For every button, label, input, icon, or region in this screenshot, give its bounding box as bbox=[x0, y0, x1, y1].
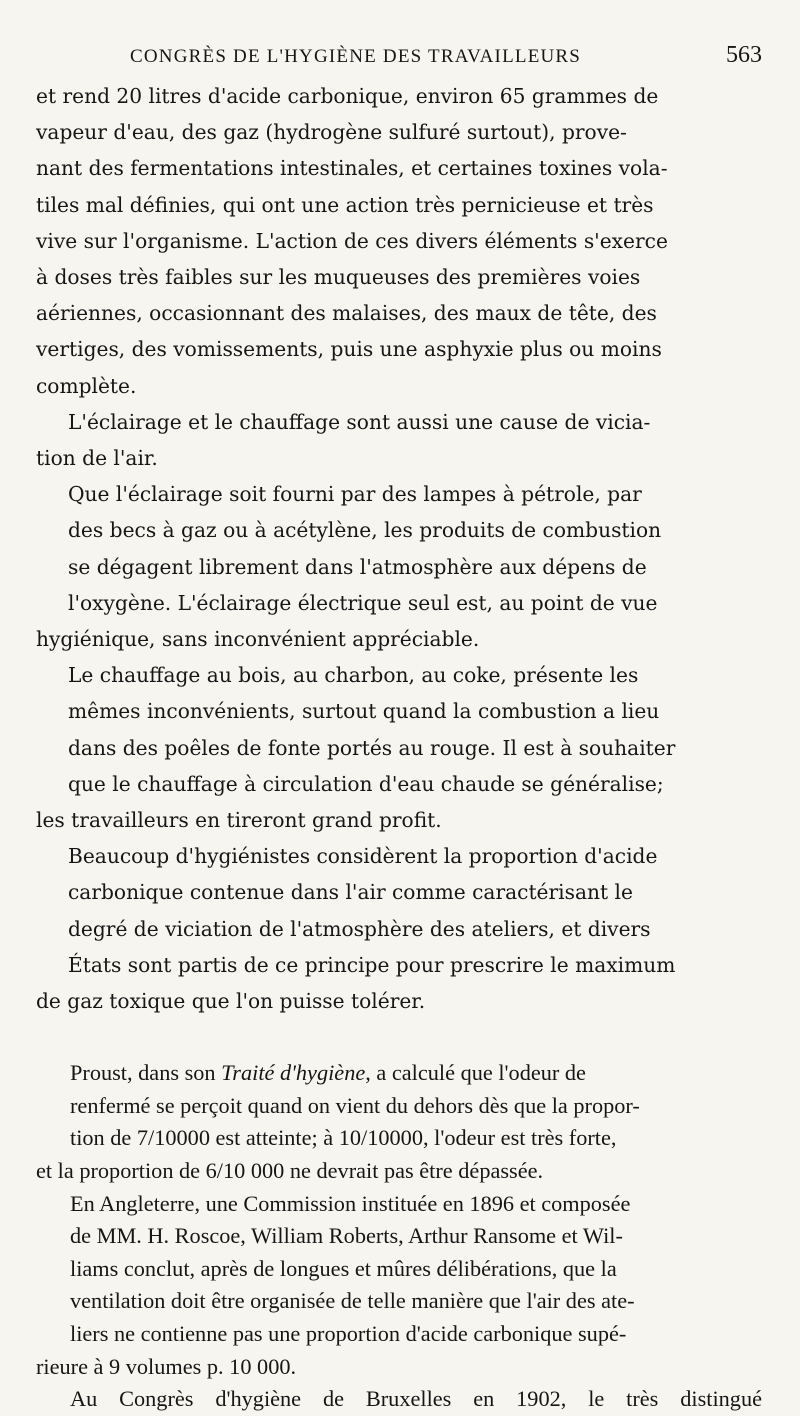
text-line: degré de viciation de l'atmosphère des ateliers, et divers bbox=[68, 916, 651, 941]
text-line: et rend 20 litres d'acide carbonique, environ 65 grammes de bbox=[36, 84, 659, 108]
text-line bbox=[36, 1057, 762, 1090]
text-line: Au Congrès d'hygiène de Bruxelles en 1902, le très distingué bbox=[70, 1386, 762, 1412]
text-line: liams conclut, après de longues et mûres délibérations, que la bbox=[70, 1255, 617, 1281]
paragraph bbox=[36, 838, 762, 1019]
text-line: vive sur l'organisme. L'action de ces divers éléments s'exerce bbox=[36, 228, 668, 253]
text-line: nant des fermentations intestinales, et certaines toxines vola- bbox=[36, 156, 668, 181]
text-line: que le chauffage à circulation d'eau chaude se généralise; bbox=[68, 771, 664, 796]
paragraph bbox=[36, 78, 762, 404]
text-line: et la proportion de 6/10 000 ne devrait pas être dépassée. bbox=[36, 1158, 544, 1184]
text-line: rieure à 9 volumes p. 10 000. bbox=[36, 1353, 297, 1379]
text-line: de MM. H. Roscoe, William Roberts, Arthur Ransome et Wil- bbox=[70, 1223, 623, 1249]
text-line: les travailleurs en tireront grand profit. bbox=[36, 808, 442, 833]
paragraph bbox=[36, 657, 762, 838]
text-line: Que l'éclairage soit fourni par des lampes à pétrole, par bbox=[68, 482, 642, 507]
text-line: En Angleterre, une Commission instituée en 1896 et composée bbox=[70, 1190, 631, 1216]
book-title: Traité d'hygiène bbox=[221, 1060, 366, 1086]
paragraph bbox=[36, 476, 762, 657]
text-line: des becs à gaz ou à acétylène, les produits de combustion bbox=[68, 518, 662, 543]
text-line: mêmes inconvénients, surtout quand la combustion a lieu bbox=[68, 699, 660, 724]
text-line: vapeur d'eau, des gaz (hydrogène sulfuré surtout), prove- bbox=[36, 120, 627, 145]
text-line: tion de 7/10000 est atteinte; à 10/10000, l'odeur est très forte, bbox=[70, 1125, 617, 1151]
text-line: l'oxygène. L'éclairage électrique seul est, au point de vue bbox=[68, 590, 658, 615]
text-line: Le chauffage au bois, au charbon, au coke, présente les bbox=[68, 663, 639, 688]
text-line: liers ne contienne pas une proportion d'acide carbonique supé- bbox=[70, 1321, 627, 1347]
text-fragment: Proust, dans son bbox=[70, 1060, 222, 1086]
paragraph bbox=[36, 1383, 762, 1416]
text-line: hygiénique, sans inconvénient appréciable. bbox=[36, 627, 480, 652]
text-line: États sont partis de ce principe pour prescrire le maximum bbox=[68, 952, 676, 977]
main-text bbox=[36, 78, 762, 1019]
text-line: ventilation doit être organisée de telle manière que l'air des ate- bbox=[70, 1288, 635, 1314]
text-line: renfermé se perçoit quand on vient du dehors dès que la propor- bbox=[70, 1092, 640, 1118]
text-line: L'éclairage et le chauffage sont aussi une cause de vicia- bbox=[68, 409, 651, 434]
text-line: se dégagent librement dans l'atmosphère aux dépens de bbox=[68, 554, 647, 579]
text-fragment: , a calculé que l'odeur de bbox=[365, 1060, 586, 1086]
text-line: de gaz toxique que l'on puisse tolérer. bbox=[36, 989, 426, 1014]
text-line: complète. bbox=[36, 373, 137, 398]
text-line: vertiges, des vomissements, puis une asphyxie plus ou moins bbox=[36, 337, 662, 362]
page-number: 563 bbox=[726, 42, 762, 68]
text-line: Beaucoup d'hygiénistes considèrent la proportion d'acide bbox=[68, 844, 658, 869]
small-print-text bbox=[36, 1057, 762, 1416]
text-line: tion de l'air. bbox=[36, 446, 158, 471]
paragraph bbox=[36, 1057, 762, 1187]
text-line: dans des poêles de fonte portés au rouge. Il est à souhaiter bbox=[68, 735, 676, 760]
running-title: CONGRÈS DE L'HYGIÈNE DES TRAVAILLEURS bbox=[130, 46, 582, 67]
text-line: tiles mal définies, qui ont une action très pernicieuse et très bbox=[36, 192, 654, 217]
paragraph bbox=[36, 404, 762, 476]
running-header bbox=[36, 38, 762, 78]
text-line: carbonique contenue dans l'air comme caractérisant le bbox=[68, 880, 633, 905]
paragraph bbox=[36, 1188, 762, 1384]
text-line: aériennes, occasionnant des malaises, des maux de tête, des bbox=[36, 301, 657, 326]
text-line: à doses très faibles sur les muqueuses des premières voies bbox=[36, 265, 641, 290]
